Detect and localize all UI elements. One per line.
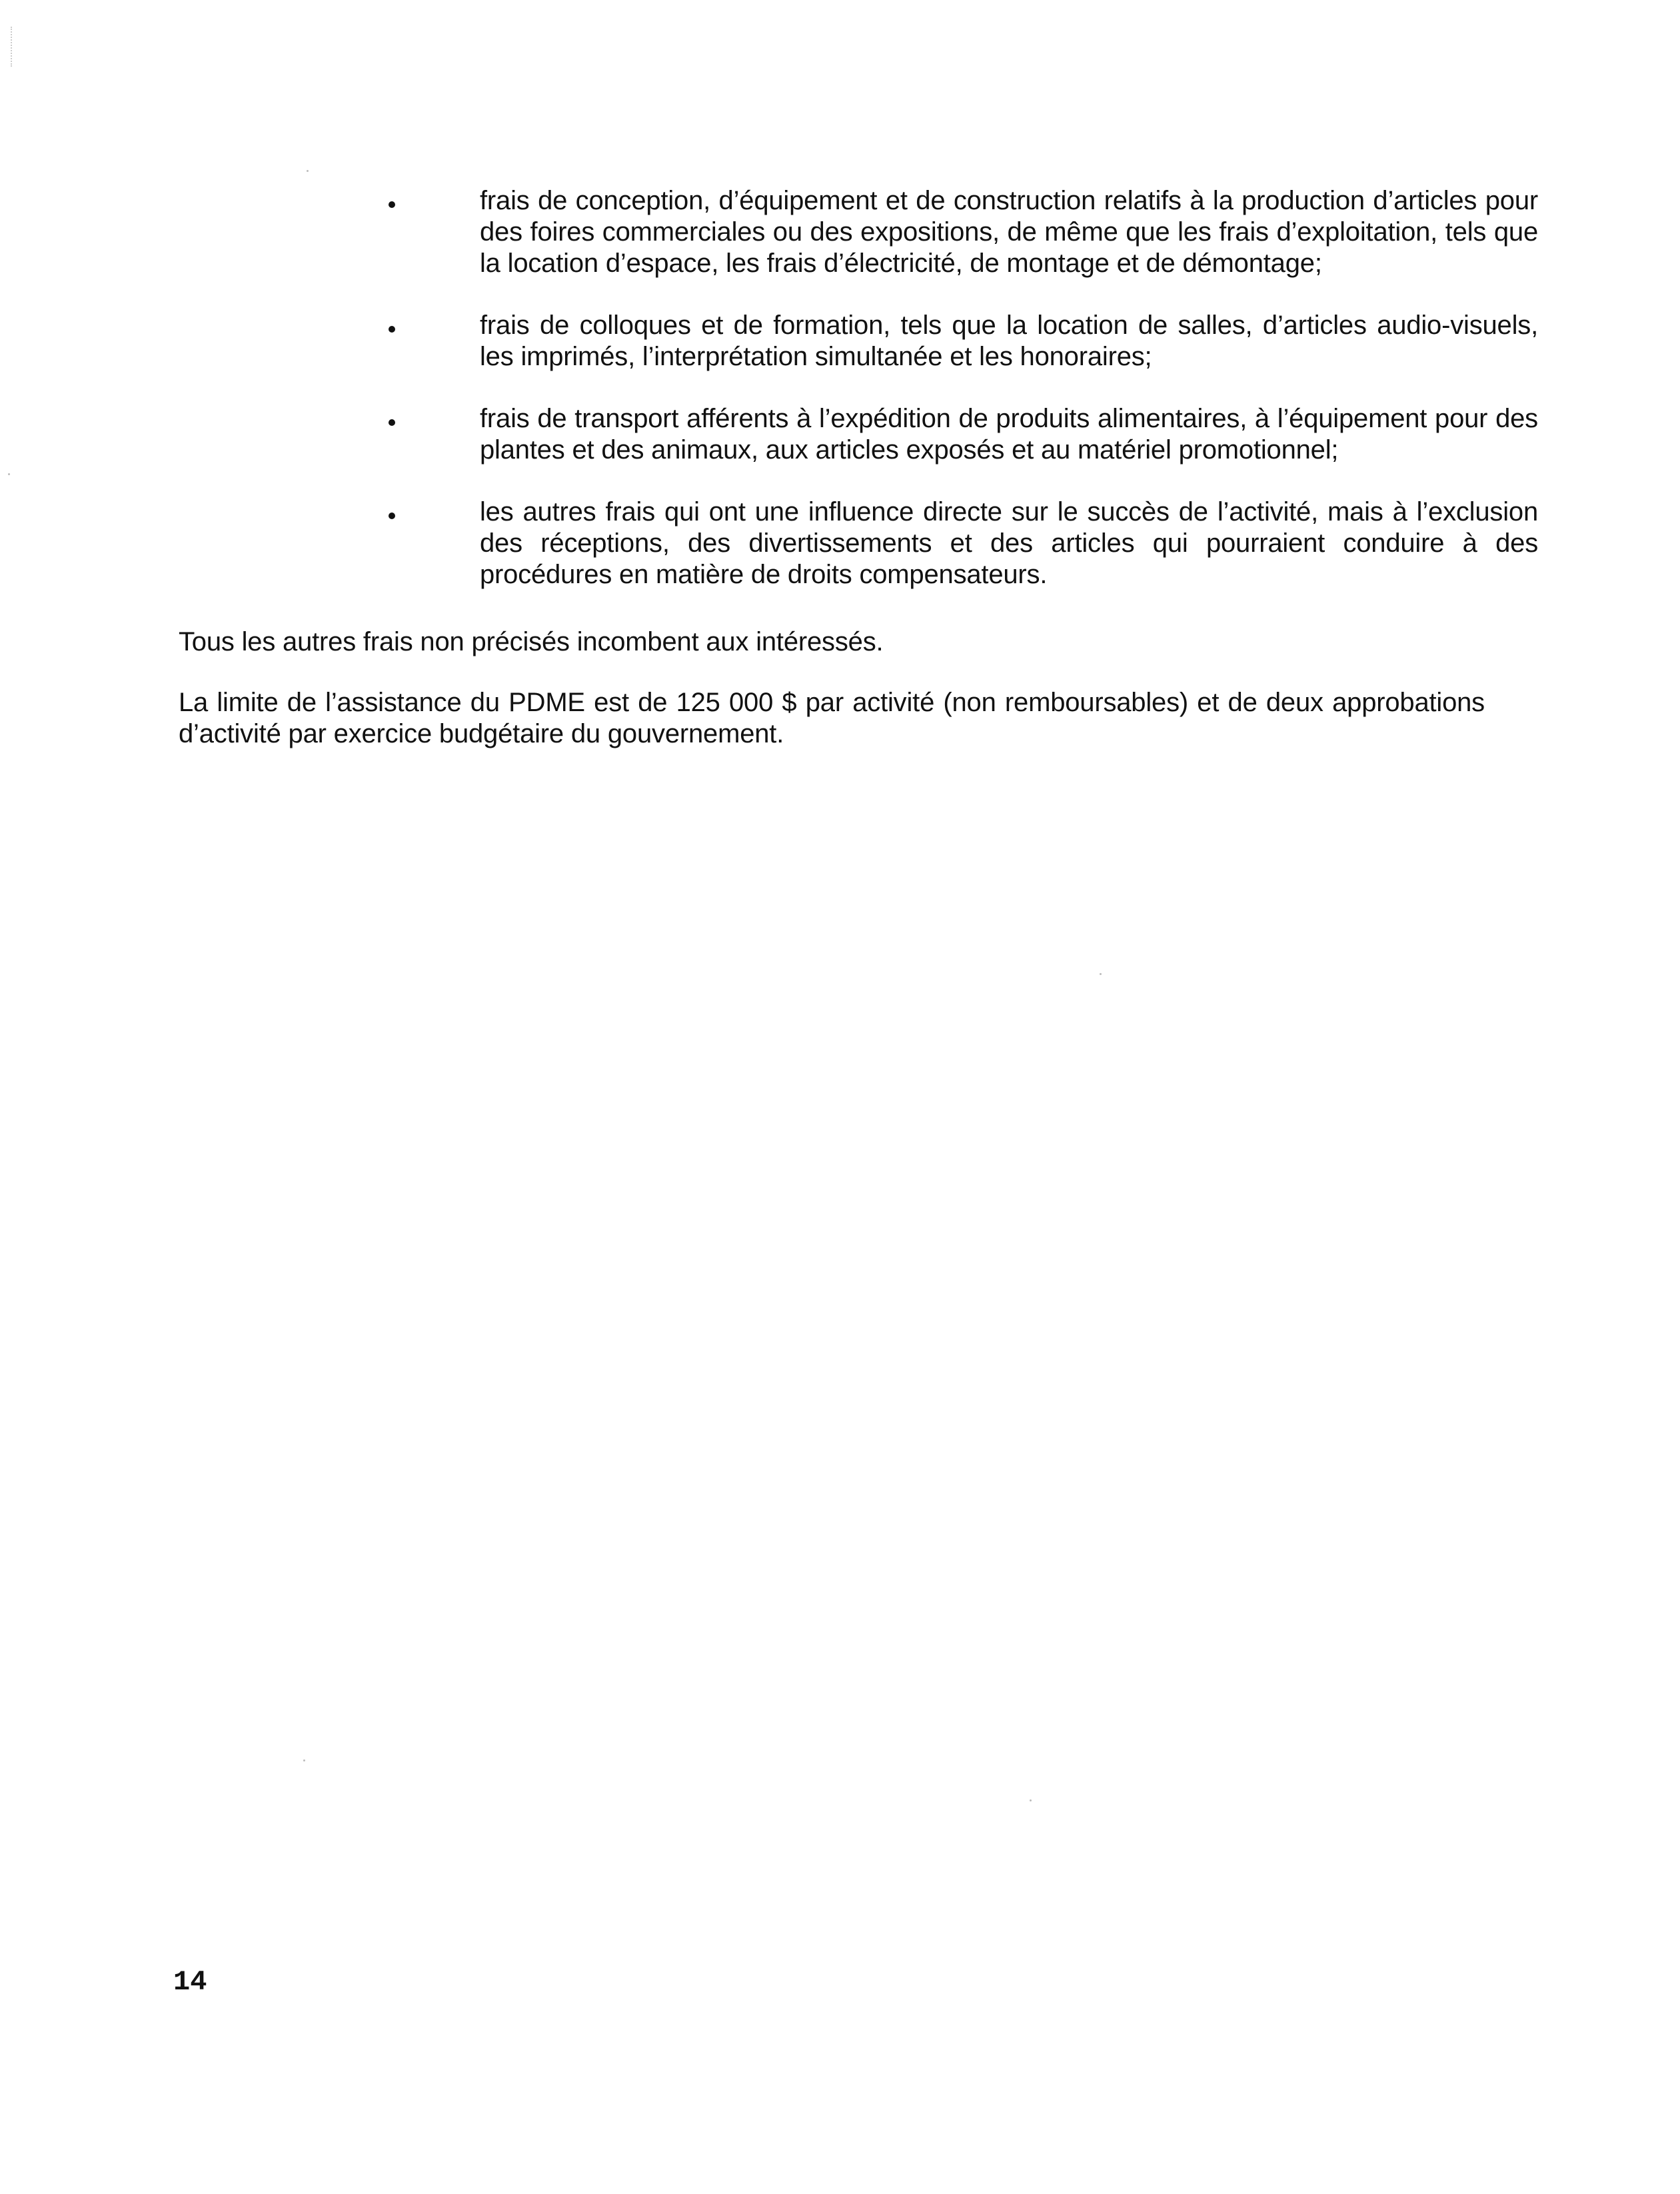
document-body bbox=[179, 185, 1538, 779]
list-item bbox=[179, 497, 1538, 590]
list-item bbox=[179, 185, 1538, 279]
bullet-text: frais de transport afférents à l’expédition de produits alimentaires, à l’équipement pour des plantes et des animaux, aux articles exposés et au matériel promotionnel; bbox=[480, 404, 1538, 465]
bullet-icon bbox=[389, 326, 395, 333]
bullet-text: les autres frais qui ont une influence directe sur le succès de l’activité, mais à l’exclusion des réceptions, des divertissements et des articles qui pourraient conduire à des procédures en matière de droits compensateurs. bbox=[480, 497, 1538, 589]
scan-speck bbox=[303, 1759, 305, 1761]
expense-bullet-list bbox=[179, 185, 1538, 590]
scan-speck bbox=[1030, 1799, 1032, 1801]
bullet-text: frais de conception, d’équipement et de construction relatifs à la production d’articles pour des foires commerciales ou des expositions, de même que les frais d’exploitation, tels que la location d’espace, les frais d’électricité, de montage et de démontage; bbox=[480, 186, 1538, 278]
bullet-icon bbox=[389, 419, 395, 426]
page-number: 14 bbox=[173, 1966, 207, 1998]
bullet-icon bbox=[389, 513, 395, 519]
scan-speck bbox=[1100, 973, 1102, 975]
bullet-text: frais de colloques et de formation, tels que la location de salles, d’articles audio-visuels, les imprimés, l’interprétation simultanée et les honoraires; bbox=[480, 311, 1538, 371]
list-item bbox=[179, 310, 1538, 373]
scan-speck bbox=[307, 170, 309, 172]
paragraph-assistance-limit: La limite de l’assistance du PDME est de 125 000 $ par activité (non remboursables) et de deux approbations d’activité par exercice budgétaire du gouvernement. bbox=[179, 688, 1485, 748]
bullet-icon bbox=[389, 201, 395, 208]
scan-speck bbox=[8, 473, 10, 475]
scan-edge-marks bbox=[11, 27, 13, 67]
list-item bbox=[179, 403, 1538, 466]
paragraph-other-expenses: Tous les autres frais non précisés incombent aux intéressés. bbox=[179, 627, 884, 656]
